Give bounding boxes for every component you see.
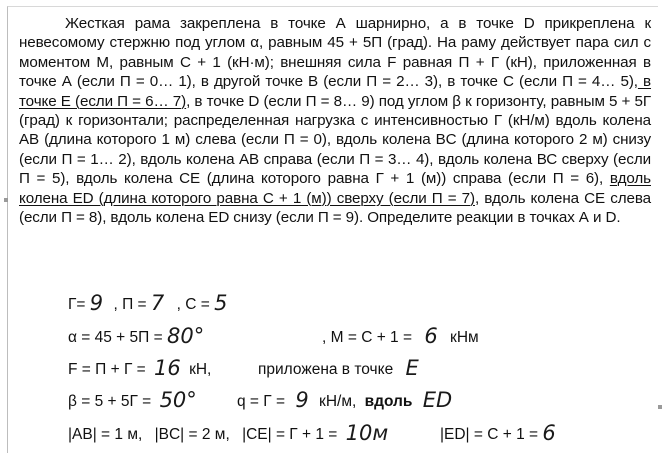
moment-value: 6 xyxy=(424,324,438,348)
c-value: 5 xyxy=(214,291,228,315)
force-label: F = П + Г = xyxy=(68,361,146,378)
applied-row xyxy=(258,357,419,379)
ab-length: |AB| = 1 м, xyxy=(68,426,143,443)
g-label: Г= xyxy=(68,296,86,313)
force-row xyxy=(68,357,211,379)
problem-text-2: , в точке D (если П = 8… 9) под углом β к горизонту, равным 5 + 5Г (град) к горизонтали; распределенная нагрузка с интенсивностью Г (кН/м) вдоль колена AB (длина которого 1 м) слева (если П = 0), вдоль колена BC (длина которого 2 м) снизу (если П = 1… 2), вдоль колена AB справа (если П = 3… 4), вдоль колена ВС сверху (если П = 5), вдоль колена CE (длина которого равна Г + 1 (м)) справа (если П = 6), xyxy=(19,92,652,188)
p-label: , П = xyxy=(113,296,147,313)
q-label: q = Г = xyxy=(237,393,286,410)
alpha-value: 80° xyxy=(166,324,205,348)
along-label: вдоль xyxy=(364,393,413,410)
lengths-row xyxy=(68,422,388,444)
along-value: ED xyxy=(422,388,453,412)
moment-unit: кНм xyxy=(450,329,479,346)
params-row xyxy=(68,292,227,314)
ed-label: |ED| = C + 1 = xyxy=(440,426,539,443)
moment-row xyxy=(322,325,479,347)
alpha-row xyxy=(68,325,204,347)
problem-text-underlined-ed: вдоль колена ED (длина которого равна С + 1 (м)) сверху (если П = 7) xyxy=(19,170,651,207)
problem-text-3: , вдоль колена CE слева (если П = 8), вдоль колена ED снизу (если П = 9). Определите реакции в точках А и D. xyxy=(19,189,651,227)
applied-label: приложена в точке xyxy=(258,361,394,378)
problem-text-underlined-e: в точке Е (если П = 6… 7) xyxy=(19,73,652,110)
beta-value: 50° xyxy=(159,388,197,412)
page-side-handle[interactable] xyxy=(4,198,8,202)
c-label: , С = xyxy=(176,296,210,313)
applied-point: E xyxy=(405,356,419,380)
alpha-label: α = 45 + 5П = xyxy=(68,329,163,346)
beta-row xyxy=(68,389,197,411)
bc-length: |BC| = 2 м, xyxy=(154,426,230,443)
ed-row xyxy=(440,422,556,444)
problem-statement xyxy=(19,14,651,227)
q-unit: кН/м, xyxy=(319,393,357,410)
q-row xyxy=(237,389,452,411)
problem-text-1: Жесткая рама закреплена в точке А шарнирно, а в точке D прикреплена к невесомому стержню под углом α, равным 45 + 5П (град). На раму действует пара сил с моментом M, равным C + 1 (кН·м); внешняя сила F равная П + Г (кН), приложенная в точке А (если П = 0… 1), в другой точке B (если П = 2… 3), в точке С (если П = 4… 5), xyxy=(19,15,651,91)
ce-value: 10м xyxy=(345,421,389,445)
force-unit: кН, xyxy=(189,361,212,378)
force-value: 16 xyxy=(154,356,181,380)
moment-label: , M = C + 1 = xyxy=(322,329,413,346)
ce-label: |CE| = Г + 1 = xyxy=(242,426,338,443)
q-value: 9 xyxy=(295,388,309,412)
beta-label: β = 5 + 5Г = xyxy=(68,393,152,410)
g-value: 9 xyxy=(89,291,104,315)
p-value: 7 xyxy=(150,291,165,315)
page-side-handle-right[interactable] xyxy=(658,405,662,409)
ed-value: 6 xyxy=(542,421,556,445)
